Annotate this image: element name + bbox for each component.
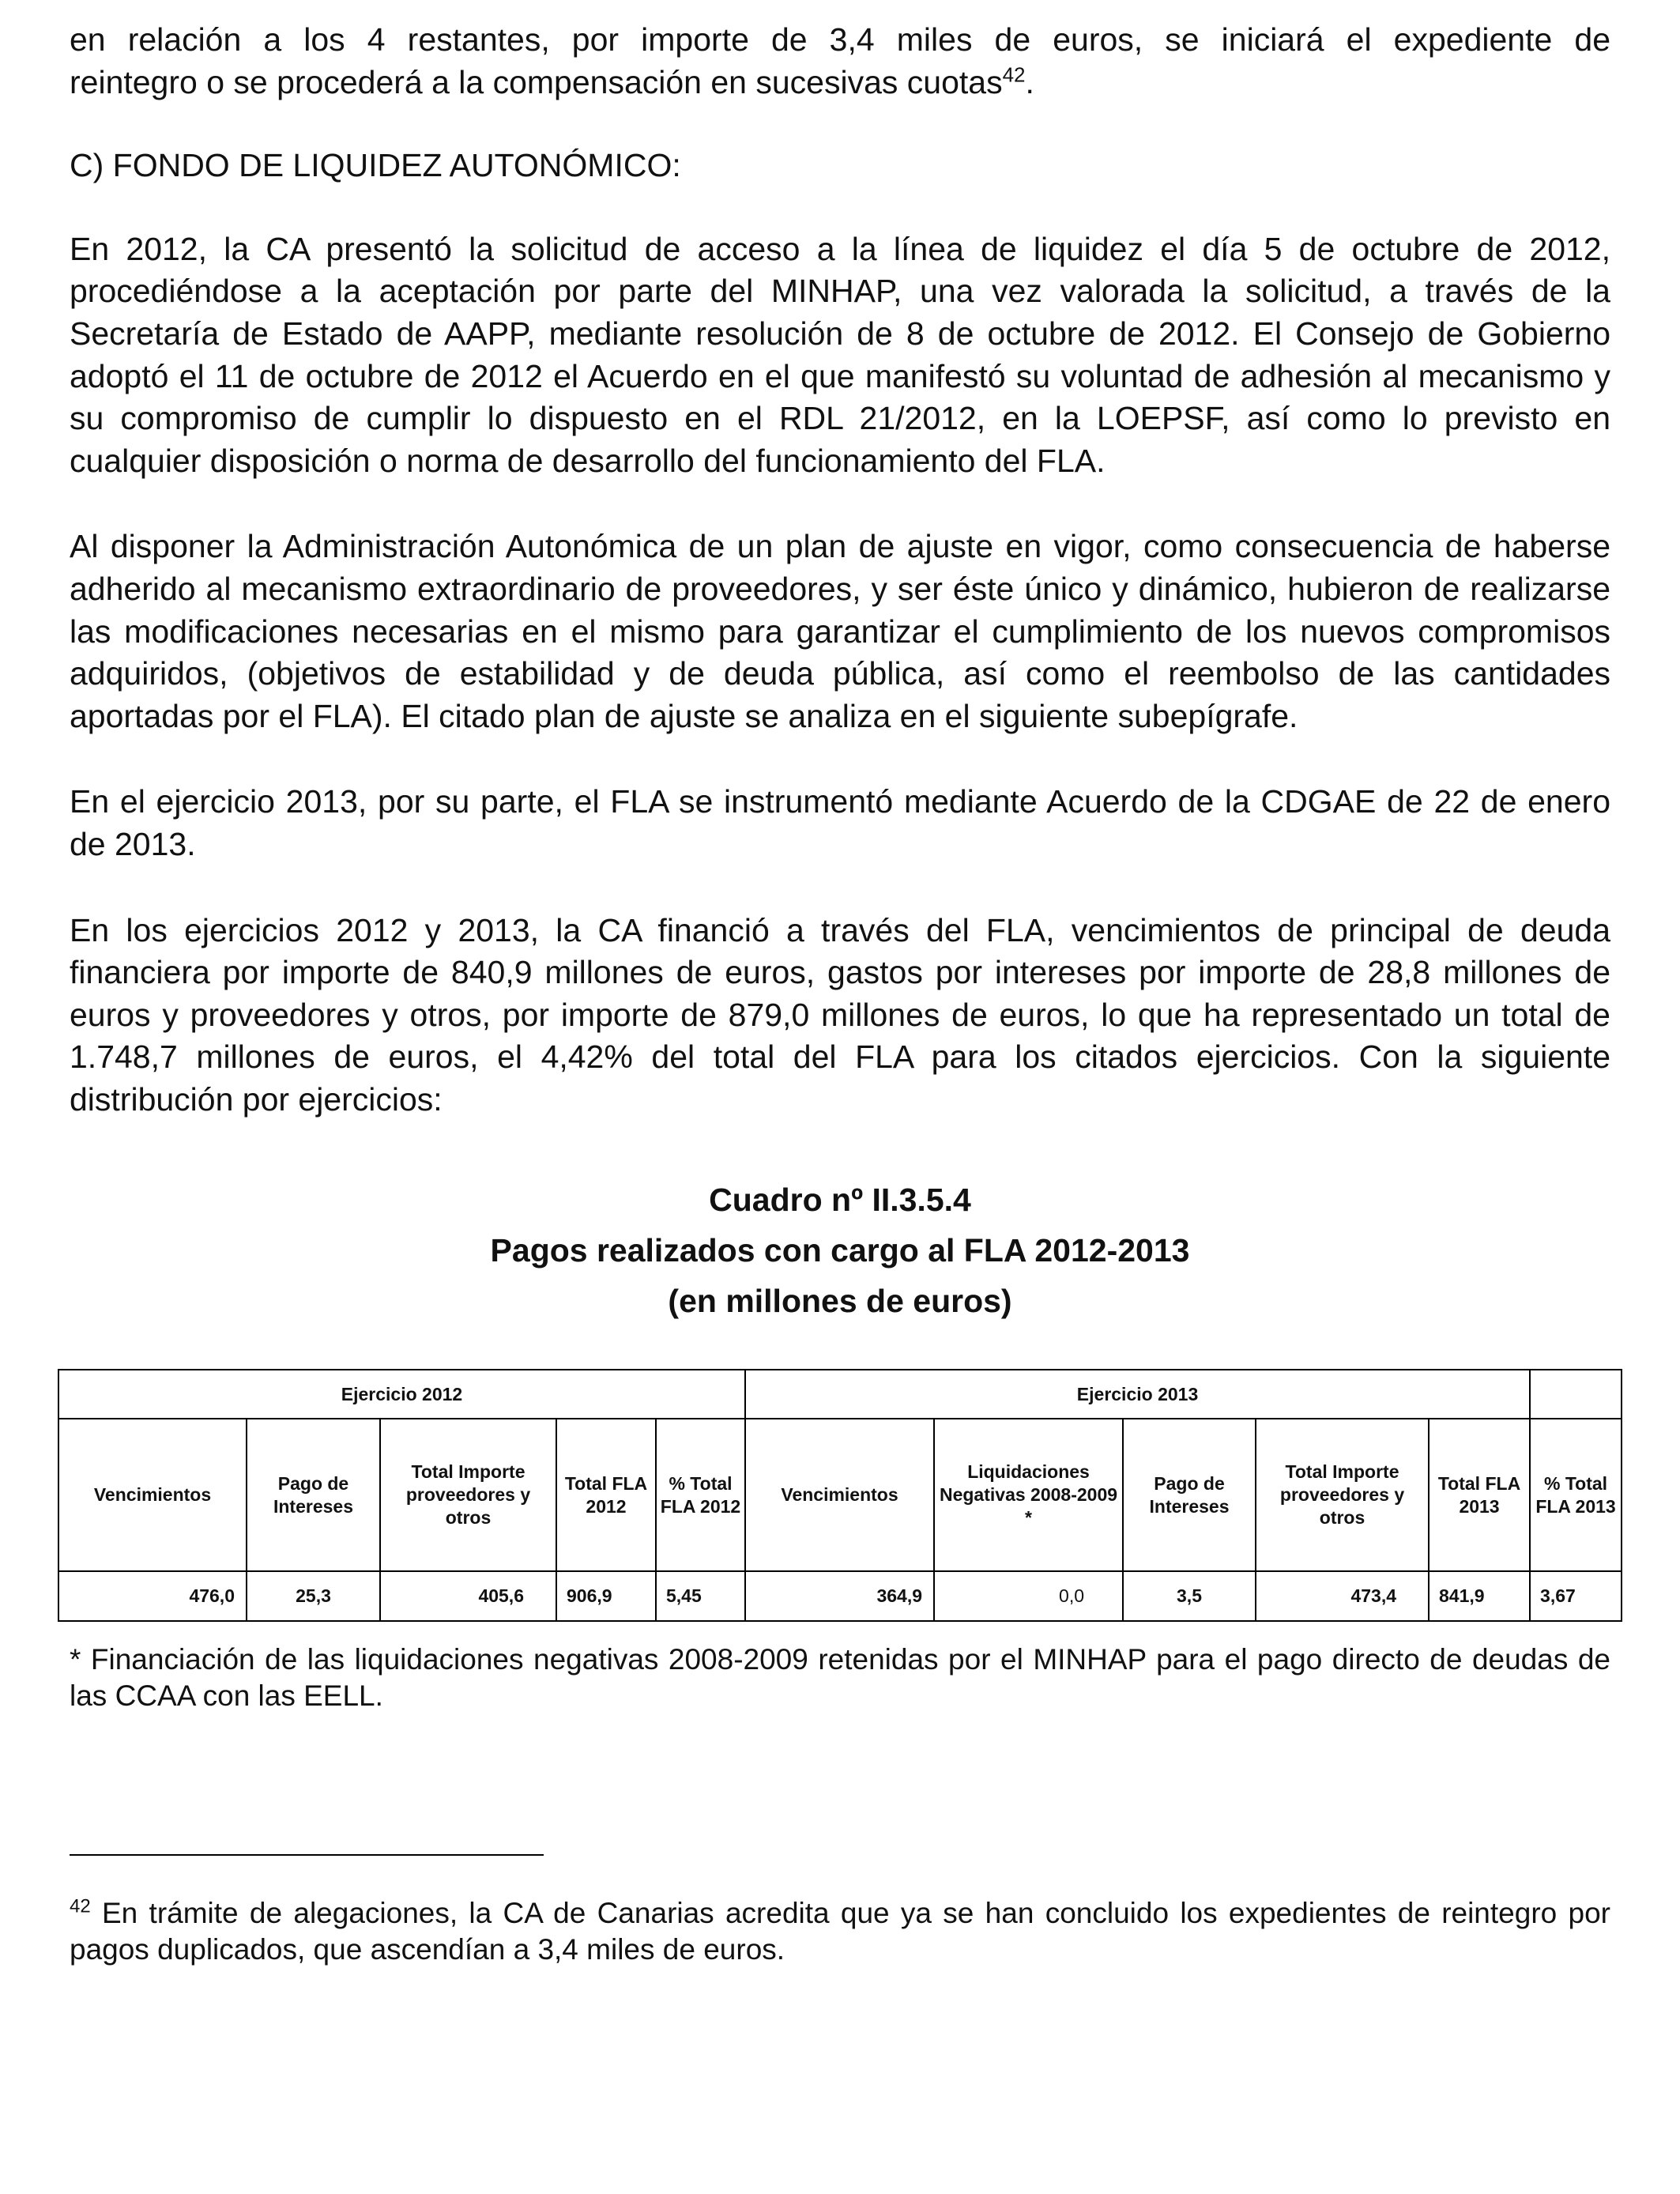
table-cell: 841,9 [1429,1571,1530,1621]
column-header: Total FLA 2012 [556,1419,656,1571]
table-cell: 0,0 [934,1571,1123,1621]
top-paragraph-line-2 [70,62,1610,104]
table-caption [70,1174,1610,1326]
footnote-separator [70,1854,544,1856]
top-paragraph-line-1: en relación a los 4 restantes, por importe de 3,4 miles de euros, se iniciará el expediente de [70,21,1610,58]
table-row [58,1571,1622,1621]
column-header: Total Importe proveedores y otros [1256,1419,1429,1571]
table-title: Pagos realizados con cargo al FLA 2012-2013 [490,1232,1190,1269]
table-note [70,1642,1610,1714]
table-column-header-row [58,1419,1622,1571]
column-header: Pago de Intereses [247,1419,380,1571]
column-header: % Total FLA 2013 [1530,1419,1622,1571]
table-group-header-row [58,1370,1622,1419]
table-cell: 3,67 [1530,1571,1622,1621]
top-paragraph-end: . [1025,63,1034,100]
footnote-text: En trámite de alegaciones, la CA de Canarias acredita que ya se han concluido los expedientes de reintegro por pagos duplicados, que ascendían a 3,4 miles de euros. [70,1897,1610,1966]
table-note-text: * Financiación de las liquidaciones negativas 2008-2009 retenidas por el MINHAP para el pago directo de deudas de las CCAA con las EELL. [70,1643,1610,1712]
table-cell: 5,45 [656,1571,745,1621]
fla-payments-table [58,1369,1622,1622]
table-cell: 405,6 [380,1571,556,1621]
paragraph-fla-2012: En 2012, la CA presentó la solicitud de acceso a la línea de liquidez el día 5 de octubre de 2012, procediéndose a la aceptación por parte del MINHAP, una vez valorada la solicitud, a través de la Secretaría de Estado de AAPP, mediante resolución de 8 de octubre de 2012. El Consejo de Gobierno adoptó el 11 de octubre de 2012 el Acuerdo en el que manifestó su voluntad de adhesión al mecanismo y su compromiso de cumplir lo dispuesto en el RDL 21/2012, en la LOEPSF, así como lo previsto en cualquier disposición o norma de desarrollo del funcionamiento del FLA. [70,230,1610,479]
column-header: Total Importe proveedores y otros [380,1419,556,1571]
table-cell: 3,5 [1123,1571,1256,1621]
column-header: Vencimientos [745,1419,934,1571]
table-cell: 906,9 [556,1571,656,1621]
column-header: Pago de Intereses [1123,1419,1256,1571]
top-paragraph-line-2-text: reintegro o se procederá a la compensación en sucesivas cuotas [70,63,1003,100]
column-header: Liquidaciones Negativas 2008-2009 * [934,1419,1123,1571]
footnote-marker: 42 [70,1895,91,1917]
table-units: (en millones de euros) [668,1283,1012,1320]
group-header-empty [1530,1370,1622,1419]
footnote [70,1895,1610,1968]
paragraph-fla-2013: En el ejercicio 2013, por su parte, el FLA se instrumentó mediante Acuerdo de la CDGAE de 22 de enero de 2013. [70,783,1610,862]
section-heading: C) FONDO DE LIQUIDEZ AUTONÓMICO: [70,147,681,184]
column-header: Vencimientos [58,1419,247,1571]
table-number: Cuadro nº II.3.5.4 [709,1182,971,1219]
body-text [70,19,1610,1326]
table-cell: 25,3 [247,1571,380,1621]
table-cell: 476,0 [58,1571,247,1621]
footnote-text-block [70,1895,1610,1968]
table-cell: 473,4 [1256,1571,1429,1621]
group-header-2013: Ejercicio 2013 [745,1370,1530,1419]
paragraph-plan-de-ajuste: Al disponer la Administración Autonómica de un plan de ajuste en vigor, como consecuencia de haberse adherido al mecanismo extraordinario de proveedores, y ser éste único y dinámico, hubieron de realizarse las modificaciones necesarias en el mismo para garantizar el cumplimiento de los nuevos compromisos adquiridos, (objetivos de estabilidad y de deuda pública, así como el reembolso de las cantidades aportadas por el FLA). El citado plan de ajuste se analiza en el siguiente subepígrafe. [70,528,1610,734]
table-cell: 364,9 [745,1571,934,1621]
column-header: % Total FLA 2012 [656,1419,745,1571]
group-header-2012: Ejercicio 2012 [58,1370,745,1419]
column-header: Total FLA 2013 [1429,1419,1530,1571]
paragraph-financiacion: En los ejercicios 2012 y 2013, la CA financió a través del FLA, vencimientos de principal de deuda financiera por importe de 840,9 millones de euros, gastos por intereses por importe de 28,8 millones de euros y proveedores y otros, por importe de 879,0 millones de euros, lo que ha representado un total de 1.748,7 millones de euros, el 4,42% del total del FLA para los citados ejercicios. Con la siguiente distribución por ejercicios: [70,911,1610,1118]
footnote-reference[interactable]: 42 [1002,62,1026,86]
